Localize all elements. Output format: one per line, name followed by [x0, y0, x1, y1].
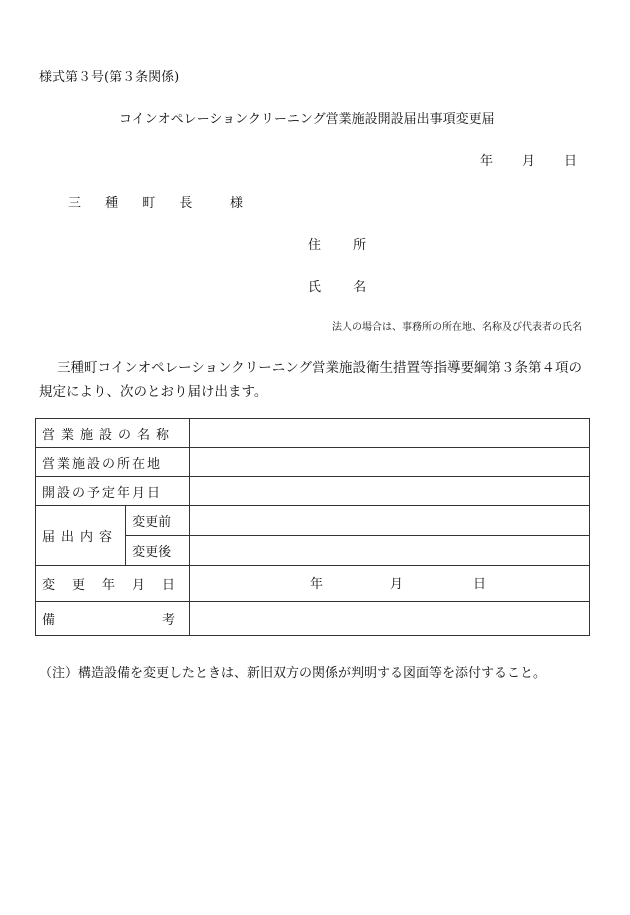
before-change-label: 変更前 [126, 506, 190, 536]
table-row [36, 477, 590, 506]
notification-content-label: 届出内容 [36, 506, 126, 566]
change-date-label [36, 566, 190, 602]
honorific: 様 [230, 196, 244, 211]
table-row [36, 566, 590, 602]
change-date-label-char: 変 [42, 578, 62, 593]
change-date-day-label: 日 [473, 577, 487, 592]
table-row [36, 506, 590, 536]
document-title: コインオペレーションクリーニング営業施設開設届出事項変更届 [119, 112, 495, 127]
change-date-field[interactable] [190, 566, 590, 602]
before-change-field[interactable] [190, 506, 590, 536]
table-row [36, 602, 590, 636]
change-date-year-label: 年 [310, 577, 324, 592]
date-day-label: 日 [564, 154, 578, 169]
change-date-label-char: 更 [71, 578, 91, 593]
after-change-field[interactable] [190, 536, 590, 566]
body-text [39, 356, 595, 404]
table-row [36, 419, 590, 448]
change-date-label-char: 日 [161, 578, 181, 593]
remarks-label-char: 備 [42, 613, 62, 628]
corporate-note: 法人の場合は、事務所の所在地、名称及び代表者の氏名 [332, 322, 582, 333]
facility-location-label: 営業施設の所在地 [36, 448, 190, 477]
notification-table [35, 418, 590, 636]
after-change-label: 変更後 [126, 536, 190, 566]
body-text-content: 三種町コインオペレーションクリーニング営業施設衛生措置等指導要綱第３条第４項の規定により、次のとおり届け出ます。 [39, 360, 583, 400]
change-date-label-char: 年 [101, 578, 121, 593]
remarks-label-char: 考 [161, 613, 181, 628]
change-date-label-char: 月 [131, 578, 151, 593]
facility-location-field[interactable] [190, 448, 590, 477]
name-label: 氏 名 [308, 280, 381, 295]
remarks-field[interactable] [190, 602, 590, 636]
planned-open-date-field[interactable] [190, 477, 590, 506]
footnote: （注）構造設備を変更したときは、新旧双方の関係が判明する図面等を添付すること。 [39, 666, 547, 681]
change-date-month-label: 月 [390, 577, 404, 592]
remarks-label [36, 602, 190, 636]
planned-open-date-label: 開設の予定年月日 [36, 477, 190, 506]
table-row [36, 448, 590, 477]
facility-name-label: 営業施設の名称 [36, 419, 190, 448]
address-label: 住 所 [308, 238, 381, 253]
addressee: 三 種 町 長 [68, 196, 203, 211]
date-year-label: 年 [480, 154, 494, 169]
form-number: 様式第３号(第３条関係) [39, 70, 180, 85]
date-month-label: 月 [522, 154, 536, 169]
facility-name-field[interactable] [190, 419, 590, 448]
submission-date [480, 150, 577, 169]
